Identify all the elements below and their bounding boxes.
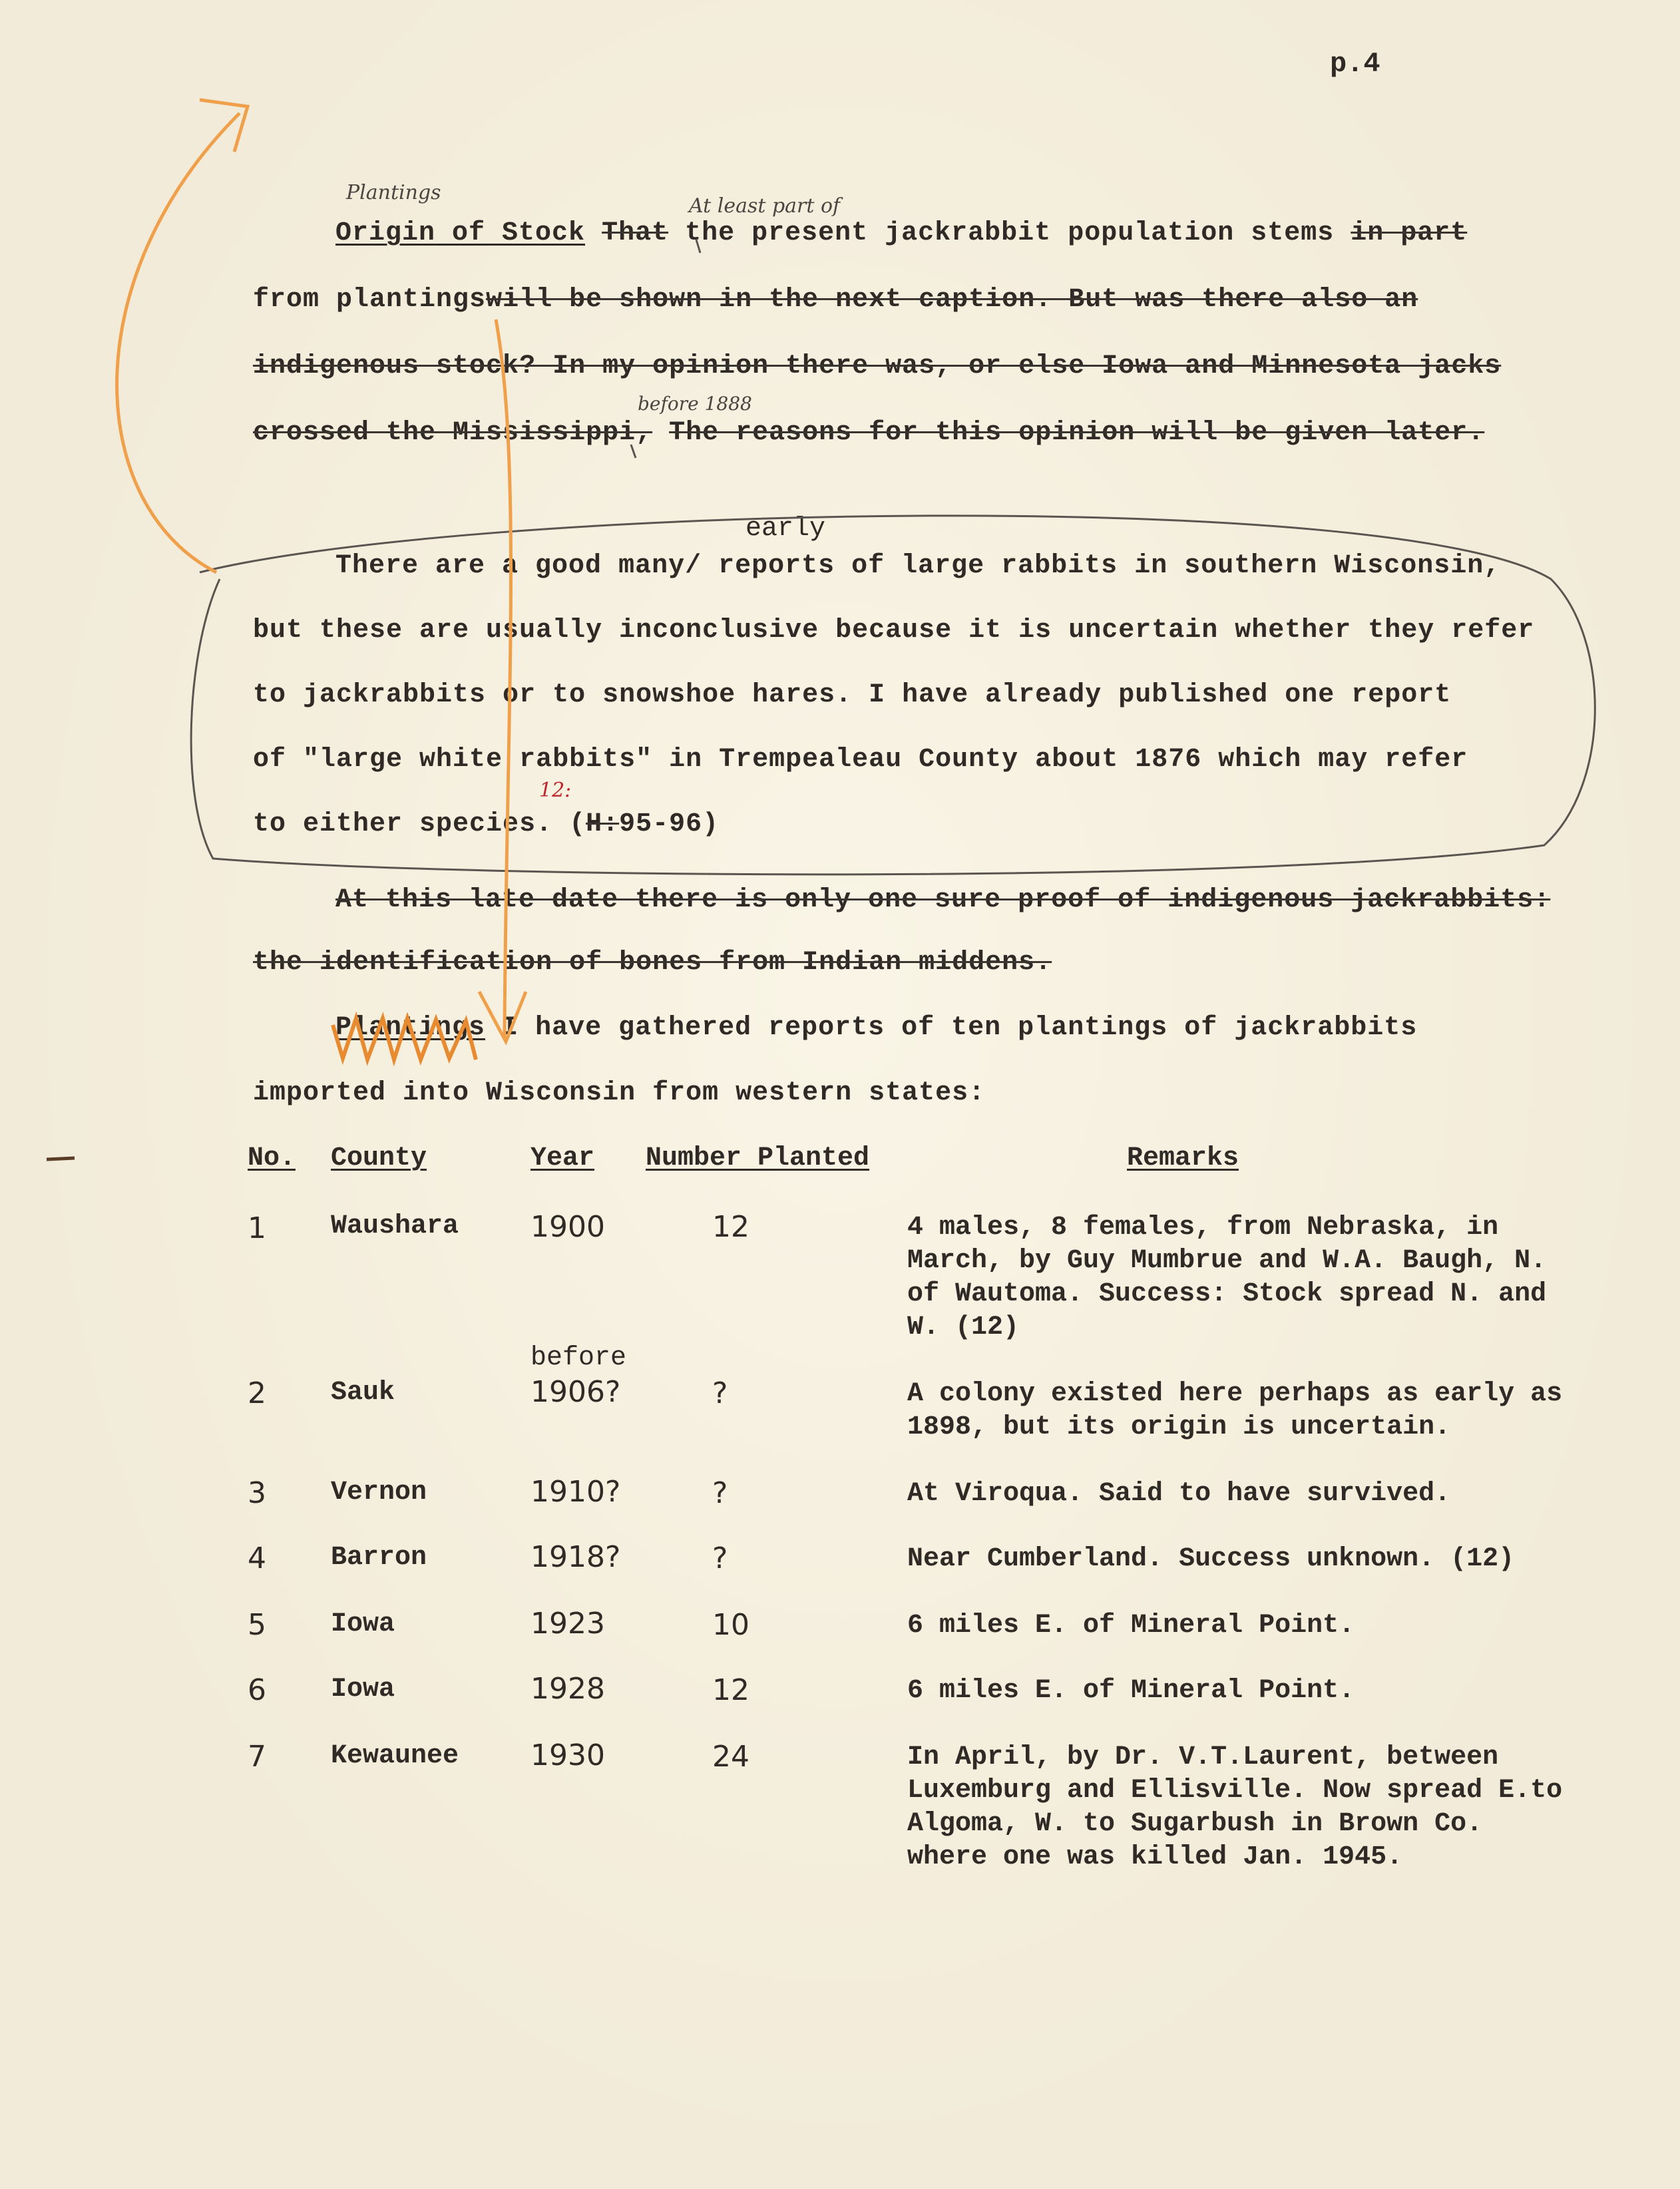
struck-text: will be shown in the next caption. But was there also an [486, 285, 1418, 315]
page-number: p.4 [1330, 48, 1380, 80]
section1-line3: indigenous stock? In my opinion there was, or else Iowa and Minnesota jacks [253, 351, 1502, 381]
row5-year: 1923 [530, 1607, 605, 1641]
row6-county: Iowa [331, 1675, 395, 1704]
orange-arrowhead-mark [200, 100, 248, 152]
row4-remarks: Near Cumberland. Success unknown. (12) [907, 1544, 1515, 1574]
table-header-no: No. [248, 1143, 296, 1173]
row7-county: Kewaunee [331, 1741, 459, 1771]
handwritten-date-insert: before 1888 [638, 393, 752, 415]
line-text: to either species. ( [253, 809, 586, 839]
row2-county: Sauk [331, 1378, 395, 1408]
line-text: I have gathered reports of ten plantings of jackrabbits [502, 1013, 1418, 1043]
pencil-circle-mark [191, 516, 1595, 875]
row7-number: 24 [712, 1740, 749, 1774]
section2-line1: There are a good many/ reports of large rabbits in southern Wisconsin, [335, 551, 1501, 581]
section3-line1: At this late date there is only one sure proof of indigenous jackrabbits: [335, 885, 1551, 915]
handwritten-heading-replacement: Plantings [346, 181, 441, 204]
table-header-remarks: Remarks [1127, 1143, 1239, 1173]
row1-no: 1 [248, 1211, 266, 1245]
orange-arrow-mark [117, 113, 240, 572]
margin-dash-mark [47, 1158, 75, 1159]
struck-text: The reasons for this opinion will be given later. [669, 418, 1485, 448]
row2-number: ? [712, 1376, 728, 1410]
line-text: the present jackrabbit population stems [668, 218, 1335, 248]
row7-year: 1930 [530, 1738, 605, 1772]
row6-remarks: 6 miles E. of Mineral Point. [907, 1676, 1355, 1706]
orange-line-mark [496, 319, 511, 1038]
table-header-county: County [331, 1143, 427, 1173]
section4-line2: imported into Wisconsin from western states: [253, 1078, 986, 1108]
row1-county: Waushara [331, 1211, 459, 1241]
section2-line2: but these are usually inconclusive because it is uncertain whether they refer [253, 616, 1535, 646]
handwritten-insert: At least part of [689, 194, 841, 218]
row6-number: 12 [712, 1673, 749, 1707]
inserted-word-early: early [745, 514, 826, 544]
row1-year: 1900 [530, 1210, 605, 1244]
table-header-year: Year [530, 1143, 595, 1173]
row2-remarks: A colony existed here perhaps as early as 1898, but its origin is uncertain. [907, 1379, 1563, 1442]
row7-no: 7 [248, 1740, 266, 1774]
red-ink-correction: 12: [539, 779, 572, 802]
pencil-caret-mark-2 [631, 445, 636, 458]
line-text: 95-96) [619, 809, 720, 839]
row2-year-note: before [530, 1343, 627, 1373]
row3-no: 3 [248, 1476, 266, 1510]
row2-year: 1906? [530, 1375, 621, 1409]
row4-county: Barron [331, 1543, 427, 1573]
row1-number: 12 [712, 1210, 749, 1244]
section2-line3: to jackrabbits or to snowshoe hares. I have already published one report [253, 680, 1452, 710]
row6-year: 1928 [530, 1672, 605, 1706]
struck-word: That [602, 218, 669, 248]
row5-county: Iowa [331, 1609, 395, 1639]
row4-year: 1918? [530, 1540, 621, 1574]
row5-number: 10 [712, 1608, 749, 1642]
row4-number: ? [712, 1541, 728, 1575]
section-heading-origin: Origin of Stock [335, 218, 586, 248]
struck-text: H: [586, 809, 620, 839]
row3-number: ? [712, 1476, 728, 1510]
orange-downarrow-mark [479, 992, 526, 1042]
row4-no: 4 [248, 1541, 266, 1575]
struck-text: crossed the Mississippi, [253, 418, 653, 448]
section-heading-plantings: Plantings [335, 1013, 486, 1043]
orange-scribble-mark [333, 1018, 476, 1060]
row3-county: Vernon [331, 1478, 427, 1507]
row6-no: 6 [248, 1673, 266, 1707]
line-text: from plantings [253, 285, 487, 315]
section2-line4: of "large white rabbits" in Trempealeau County about 1876 which may refer [253, 745, 1468, 775]
section3-line2: the identification of bones from Indian middens. [253, 948, 1052, 978]
row3-year: 1910? [530, 1475, 621, 1509]
row3-remarks: At Viroqua. Said to have survived. [907, 1479, 1451, 1509]
row1-remarks: 4 males, 8 females, from Nebraska, in March, by Guy Mumbrue and W.A. Baugh, N. of Wautoma. Success: Stock spread N. and W. (12) [907, 1213, 1547, 1342]
row5-remarks: 6 miles E. of Mineral Point. [907, 1611, 1355, 1641]
row5-no: 5 [248, 1608, 266, 1642]
row2-no: 2 [248, 1376, 266, 1410]
pencil-caret-mark [696, 240, 700, 253]
row7-remarks: In April, by Dr. V.T.Laurent, between Luxemburg and Ellisville. Now spread E.to Algoma, W. to Sugarbush in Brown Co. where one was killed Jan. 1945. [907, 1742, 1563, 1872]
struck-text: in part [1351, 218, 1468, 248]
table-header-number-planted: Number Planted [646, 1143, 870, 1173]
